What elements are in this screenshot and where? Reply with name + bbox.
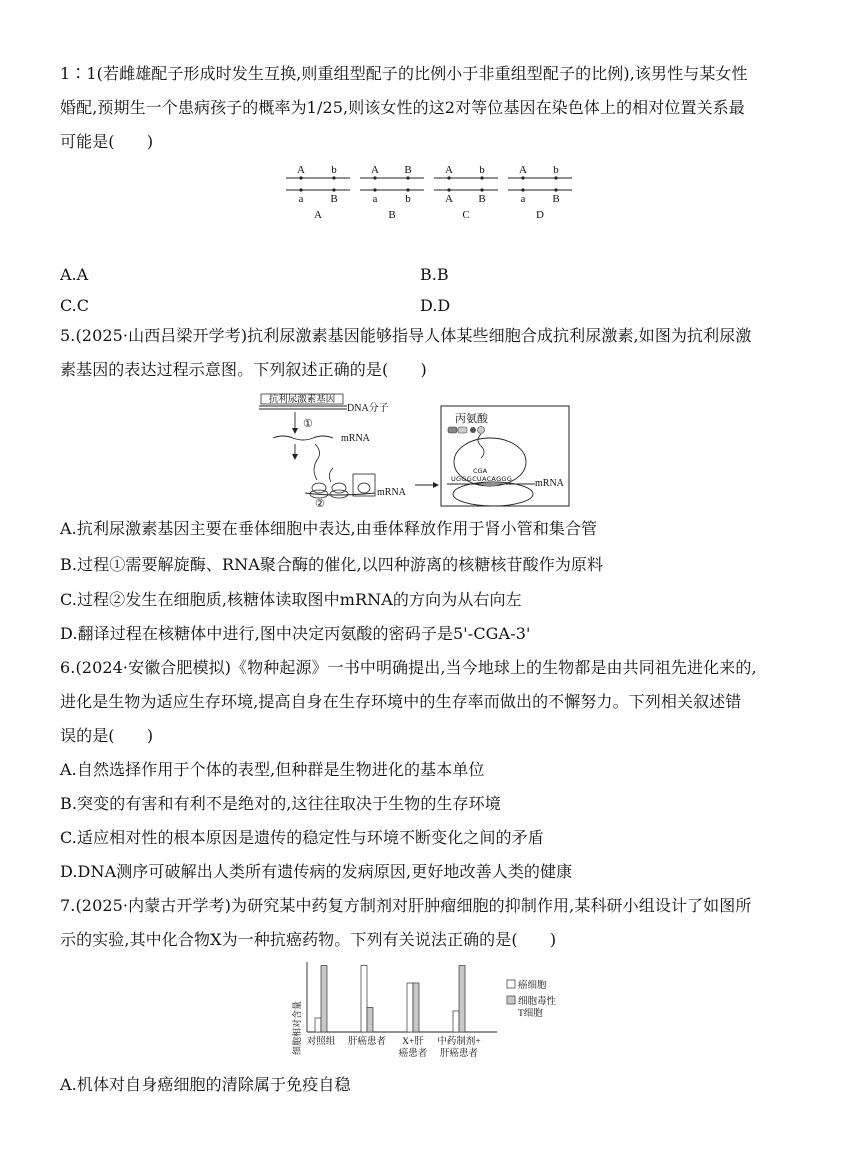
bar-cancer-0 [315, 1018, 321, 1032]
legend-tcell-2: T细胞 [518, 1009, 543, 1019]
anticodon-label: CGA [473, 467, 488, 475]
gene-locus [406, 176, 409, 179]
gene-locus [480, 188, 483, 191]
category-label: 肝癌患者 [347, 1037, 387, 1047]
gene-label-bottom: A [445, 193, 453, 205]
gene-label-bottom: B [552, 193, 560, 205]
bar-tcell-2 [413, 983, 419, 1032]
chromosome-pair-C [434, 164, 498, 221]
q6-option-c: C.适应相对性的根本原因是遗传的稳定性与环境不断变化之间的矛盾 [60, 828, 544, 847]
gene-locus [521, 188, 524, 191]
q4-line-3: 可能是( ) [60, 132, 154, 151]
bar-tcell-1 [367, 1008, 373, 1033]
q5-gene-expression-figure [255, 390, 575, 510]
q7-option-a: A.机体对自身癌细胞的清除属于免疫自稳 [60, 1075, 351, 1094]
gene-locus [554, 188, 557, 191]
q6-option-d: D.DNA测序可破解出人类所有遗传病的发病原因,更好地改善人类的健康 [60, 862, 573, 881]
gene-label-bottom: a [298, 193, 304, 205]
gene-locus [373, 188, 376, 191]
gene-locus [299, 188, 302, 191]
gene-label-top: b [553, 164, 559, 176]
legend-swatch-tcell [507, 996, 515, 1004]
q4-option-b: B.B [420, 265, 449, 284]
gene-label-top: B [404, 164, 412, 176]
gene-locus [332, 188, 335, 191]
gene-label-top: b [331, 164, 337, 176]
category-label: 对照组 [306, 1037, 336, 1047]
gene-locus [299, 176, 302, 179]
gene-locus [447, 188, 450, 191]
chromosome-pair-D [508, 164, 572, 221]
gene-locus [554, 176, 557, 179]
q4-option-c: C.C [60, 296, 89, 315]
gene-label-bottom: a [372, 193, 378, 205]
gene-label: 抗利尿激素基因 [268, 395, 336, 405]
category-label: 癌患者 [398, 1049, 428, 1059]
gene-locus [521, 176, 524, 179]
gene-locus [447, 176, 450, 179]
figure-label: A [314, 209, 322, 221]
q4-option-d: D.D [420, 296, 451, 315]
q4-line-2: 婚配,预期生一个患病孩子的概率为1/25,则该女性的这2对等位基因在染色体上的相对位置关系最 [60, 98, 745, 117]
q7-bar-chart [285, 958, 585, 1064]
bar-tcell-3 [459, 966, 465, 1033]
mrna-label-2: mRNA [377, 487, 406, 498]
q5-option-d: D.翻译过程在核糖体中进行,图中决定丙氨酸的密码子是5'-CGA-3' [60, 624, 531, 643]
bar-cancer-1 [361, 966, 367, 1033]
category-label: 中药制剂+ [437, 1037, 481, 1047]
legend-cancer: 癌细胞 [518, 981, 547, 991]
q7-line-1: 7.(2025·内蒙古开学考)为研究某中药复方制剂对肝肿瘤细胞的抑制作用,某科研小组设计了如图所 [60, 896, 752, 915]
q5-option-c: C.过程②发生在细胞质,核糖体读取图中mRNA的方向为从右向左 [60, 590, 522, 609]
q6-option-a: A.自然选择作用于个体的表型,但种群是生物进化的基本单位 [60, 760, 485, 779]
step-2-label: ② [315, 498, 325, 510]
q5-option-b: B.过程①需要解旋酶、RNA聚合酶的催化,以四种游离的核糖核苷酸作为原料 [60, 555, 604, 574]
q6-line-2: 进化是生物为适应生存环境,提高自身在生存环境中的生存率而做出的不懈努力。下列相关叙述错 [60, 692, 742, 711]
gene-label-top: b [479, 164, 485, 176]
q6-line-3: 误的是( ) [60, 726, 154, 745]
gene-label-top: A [297, 164, 305, 176]
figure-label: C [462, 209, 470, 221]
bar-tcell-0 [321, 966, 327, 1033]
gene-label-bottom: B [478, 193, 486, 205]
gene-locus [406, 188, 409, 191]
q5-line-2: 素基因的表达过程示意图。下列叙述正确的是( ) [60, 360, 427, 379]
gene-label-top: A [445, 164, 453, 176]
chart-ylabel: 细胞相对含量 [292, 1000, 302, 1056]
legend-tcell-1: 细胞毒性 [518, 997, 557, 1007]
mrna-label-3: mRNA [535, 478, 564, 489]
chromosome-pair-B [360, 164, 424, 221]
category-label: 肝癌患者 [439, 1049, 479, 1059]
gene-locus [373, 176, 376, 179]
amino-acid-label: 丙氨酸 [455, 413, 488, 425]
gene-locus [480, 176, 483, 179]
gene-label-bottom: a [520, 193, 526, 205]
figure-label: D [536, 209, 544, 221]
gene-locus [332, 176, 335, 179]
q4-option-a: A.A [60, 265, 89, 284]
figure-label: B [388, 209, 396, 221]
bar-cancer-2 [407, 983, 413, 1032]
codon-sequence: UGGGCUACAGGG [451, 475, 513, 483]
gene-label-top: A [519, 164, 527, 176]
step-1-label: ① [303, 418, 313, 430]
mrna-label-1: mRNA [341, 433, 370, 444]
category-label: X+肝 [402, 1037, 424, 1047]
q5-option-a: A.抗利尿激素基因主要在垂体细胞中表达,由垂体释放作用于肾小管和集合管 [60, 519, 598, 538]
gene-label-top: A [371, 164, 379, 176]
q4-line-1: 1∶1(若雌雄配子形成时发生互换,则重组型配子的比例小于非重组型配子的比例),该男性与某女性 [60, 64, 748, 83]
q5-line-1: 5.(2025·山西吕梁开学考)抗利尿激素基因能够指导人体某些细胞合成抗利尿激素,如图为抗利尿激 [60, 326, 752, 345]
q6-option-b: B.突变的有害和有利不是绝对的,这往往取决于生物的生存环境 [60, 794, 501, 813]
chromosome-pair-A [286, 164, 350, 221]
q7-line-2: 示的实验,其中化合物X为一种抗癌药物。下列有关说法正确的是( ) [60, 930, 557, 949]
q4-chromosome-figure [280, 160, 580, 224]
q6-line-1: 6.(2024·安徽合肥模拟)《物种起源》一书中明确提出,当今地球上的生物都是由共同祖先进化来的, [60, 658, 757, 677]
dna-label: DNA分子 [347, 403, 389, 414]
bar-cancer-3 [453, 1011, 459, 1032]
legend-swatch-cancer [507, 980, 515, 988]
gene-label-bottom: B [330, 193, 338, 205]
gene-label-bottom: b [405, 193, 411, 205]
